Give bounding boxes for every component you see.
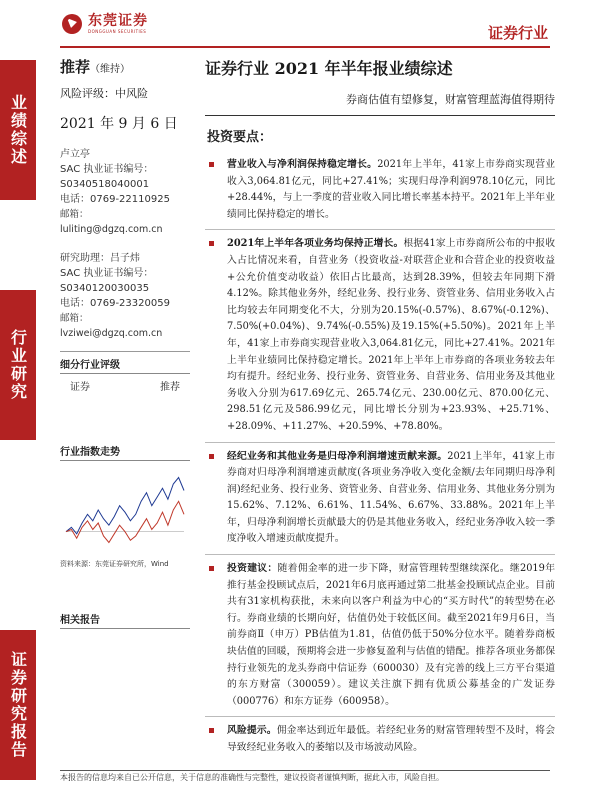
sub-rating-sector: 证券 <box>70 382 90 393</box>
key-point-risk: 风险提示。佣金率达到近年最低。若经纪业务的财富管理转型不及时，将会导致经纪业务收入的萎缩以及市场波动风险。 <box>205 723 555 756</box>
logo-cn-text: 东莞证券 <box>88 13 148 29</box>
key-point-investment-advice: 投资建议：随着佣金率的进一步下降，财富管理转型继续深化。继2019年推行基金投顾试点后，2021年6月底再通过第二批基金投顾试点企业。目前共有31家机构获批，未来向以客户利益为中心的“买方时代”的转型势在必行。券商业绩的长期向好，估值仍处于较低区间。截至2021年9月6日，当前券商Ⅱ（申万）PB估值为1.81，估值仍低于50%分位水平。随着券商板块估值的回暖，预期将会进一步修复盈利与估值的错配。推荐各项业务都保持行业领先的龙头券商中信证券（600030）及有完善的线上三方平台渠道的东方财富（300059）。建议关注旗下拥有优质公募基金的广发证券（000776）和东方证券（600958）。 <box>205 561 555 710</box>
report-subtitle: 券商估值有望修复，财富管理蓝海值得期待 <box>346 93 555 106</box>
sub-rating-value: 推荐 <box>160 382 180 393</box>
side-label-performance: 业绩综述 <box>0 60 36 200</box>
side-label-report: 证券研究报告 <box>0 630 36 780</box>
side-label-industry: 行业研究 <box>0 290 36 440</box>
assistant-cert: S0340120030035 <box>60 283 150 294</box>
analyst-name: 卢立亭 <box>60 149 90 160</box>
rating-value: 推荐 <box>60 58 91 76</box>
assistant-phone: 电话：0769-23320059 <box>60 298 170 309</box>
report-title: 证券行业 2021 年半年报业绩综述 <box>205 59 453 78</box>
assistant-name: 研究助理：吕子炜 <box>60 253 140 264</box>
header-divider <box>60 46 550 48</box>
company-logo <box>62 14 148 34</box>
footer-divider <box>60 770 550 771</box>
key-points-title: 投资要点： <box>207 130 273 145</box>
rating <box>60 56 190 77</box>
industry-tag: 证券行业 <box>487 24 548 42</box>
logo-en-text: DONGGUAN SECURITIES <box>88 29 147 34</box>
left-sidebar <box>60 52 190 629</box>
divider <box>205 554 555 555</box>
assistant-cert-label: SAC 执业证书编号： <box>60 268 154 279</box>
main-content <box>205 52 555 763</box>
sub-rating-row <box>60 374 190 393</box>
key-point-contribution: 经纪业务和其他业务是归母净利润增速贡献来源。2021上半年，41家上市券商对归母净利润增速贡献度(各项业务净收入变化金额/去年同期归母净利润)经纪业务、投行业务、资管业务、自营业务、信用业务、其他业务分别为15.62%、7.12%、6.61%、11.54%、6.67%、33.88%。2021年上半年，归母净利润增长贡献最大的仍是其他业务收入，经纪业务净收入较一季度净收入增速贡献度提升。 <box>205 449 555 549</box>
key-points-list <box>205 157 555 757</box>
analyst-block <box>60 147 190 237</box>
chart-series-line-1 <box>66 501 184 542</box>
index-trend-chart <box>60 465 190 555</box>
sub-rating-title: 细分行业评级 <box>60 356 190 374</box>
disclaimer: 本报告的信息均来自已公开信息，关于信息的准确性与完整性，建议投资者谨慎判断，据此入市，风险自担。 <box>60 773 444 782</box>
page-header <box>0 0 600 48</box>
logo-icon <box>62 14 82 34</box>
key-point-revenue: 营业收入与净利润保持稳定增长。2021年上半年，41家上市券商实现营业收入3,064.81亿元，同比+27.41%；实现归母净利润978.10亿元，同比+28.44%，与上一季度的营业收入同比增长率基本持平。2021年上半年业绩同比保持稳定的增长。 <box>205 157 555 223</box>
rating-note: （维持） <box>90 64 131 75</box>
assistant-block <box>60 251 190 341</box>
chart-title: 行业指数走势 <box>60 443 190 461</box>
analyst-phone: 电话：0769-22110925 <box>60 194 170 205</box>
divider <box>60 351 190 352</box>
divider <box>205 229 555 230</box>
related-reports-title: 相关报告 <box>60 611 190 629</box>
key-point-business-growth: 2021年上半年各项业务均保持正增长。根据41家上市券商所公布的中报收入占比情况来看，自营业务（投资收益-对联营企业和合营企业的投资收益+公允价值变动收益）依旧占比最高，达到28.39%，但较去年同期下滑4.12%。除其他业务外，经纪业务、投行业务、资管业务、信用业务收入占比均较去年同期变化不大，分别为20.15%(-0.57%)、8.67%(-0.12%)、7.50%(+0.04%)、9.74%(-0.55%)及19.15%(+5.50%)。2021年上半年，41家上市券商实现营业收入3,064.81亿元，同比+27.41%。2021年上半年业绩同比保持稳定增长。2021年上半年上市券商的各项业务较去年均有提升。经纪业务、投行业务、资管业务、自营业务、信用业务及其他业务收入分别为617.69亿元、265.74亿元、230.00亿元、870.00亿元、298.51亿元及586.99亿元，同比增长分别为+23.93%、+25.71%、+28.09%、+11.27%、+20.59%、+78.80%。 <box>205 236 555 435</box>
analyst-cert: S0340518040001 <box>60 179 150 190</box>
divider <box>205 442 555 443</box>
risk-rating: 风险评级：中风险 <box>60 87 148 100</box>
title-divider <box>205 115 555 116</box>
assistant-email[interactable]: 邮箱：lvziwei@dgzq.com.cn <box>60 313 163 339</box>
analyst-email[interactable]: 邮箱：luliting@dgzq.com.cn <box>60 209 163 235</box>
divider <box>205 716 555 717</box>
chart-source: 资料来源：东莞证券研究所，Wind <box>60 560 169 568</box>
analyst-cert-label: SAC 执业证书编号： <box>60 164 154 175</box>
report-date: 2021 年 9 月 6 日 <box>60 116 178 132</box>
